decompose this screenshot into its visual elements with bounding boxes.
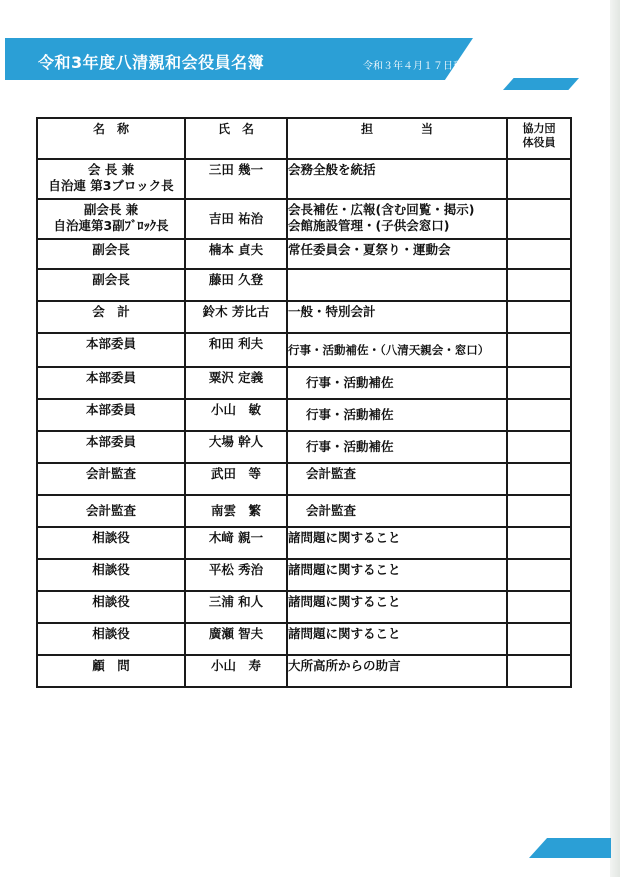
column-header-position: 名 称 [37,118,185,159]
table-row [37,399,571,431]
position-cell: 会計監査 [37,495,185,527]
table-row [37,301,571,333]
position-line: 会 長 兼 [87,162,135,177]
position-cell: 会計監査 [37,463,185,495]
position-line: 副会長 兼 [83,202,139,217]
name-cell: 廣瀬 智夫 [185,623,287,655]
duty-cell: 会計監査 [287,463,507,495]
name-cell: 藤田 久登 [185,269,287,301]
cooperating-group-cell [507,239,571,269]
duty-cell: 常任委員会・夏祭り・運動会 [287,239,507,269]
cooperating-group-cell [507,591,571,623]
table-row [37,199,571,239]
cooperating-group-cell [507,527,571,559]
table-row [37,333,571,367]
document-title: 令和3年度八清親和会役員名簿 [38,53,265,72]
duty-cell [287,199,507,239]
duty-line: 会務全般を統括 [288,162,376,177]
name-cell: 三浦 和人 [185,591,287,623]
name-cell: 鈴木 芳比古 [185,301,287,333]
table-row [37,527,571,559]
table-row [37,655,571,687]
duty-cell: 諸問題に関すること [287,527,507,559]
duty-cell: 諸問題に関すること [287,559,507,591]
table-row [37,239,571,269]
duty-cell: 行事・活動補佐 [287,367,507,399]
column-header-cooperating-group [507,118,571,159]
position-cell: 副会長 [37,269,185,301]
position-cell: 本部委員 [37,367,185,399]
page-edge-shadow [610,0,620,877]
table-header-row [37,118,571,159]
table-row [37,495,571,527]
name-cell: 大場 幹人 [185,431,287,463]
name-cell: 粟沢 定義 [185,367,287,399]
duty-cell: 大所高所からの助言 [287,655,507,687]
table-row [37,431,571,463]
position-cell: 副会長 [37,239,185,269]
position-cell: 相談役 [37,527,185,559]
position-cell [37,199,185,239]
position-cell: 本部委員 [37,431,185,463]
duty-cell: 諸問題に関すること [287,623,507,655]
duty-line: 会館施設管理・(子供会窓口) [288,217,450,233]
cooperating-group-cell [507,431,571,463]
position-cell [37,159,185,199]
position-line: 自治連 第3ブロック長 [48,177,174,193]
name-cell: 平松 秀治 [185,559,287,591]
column-header-line-2: 体役員 [522,136,556,150]
name-cell: 楠本 貞夫 [185,239,287,269]
name-cell: 小山 寿 [185,655,287,687]
name-cell: 和田 利夫 [185,333,287,367]
cooperating-group-cell [507,559,571,591]
duty-cell: 行事・活動補佐 [287,431,507,463]
position-line: 自治連第3副ﾌﾞﾛｯｸ長 [53,217,169,233]
duty-cell: 一般・特別会計 [287,301,507,333]
name-cell: 木﨑 親一 [185,527,287,559]
duty-cell [287,269,507,301]
cooperating-group-cell [507,655,571,687]
duty-cell: 行事・活動補佐・（八清天親会・窓口） [287,333,507,367]
position-cell: 相談役 [37,591,185,623]
as-of-date: 令和３年４月１７日現在 [363,61,473,72]
name-cell: 三田 幾一 [185,159,287,199]
table-row [37,367,571,399]
cooperating-group-cell [507,333,571,367]
cooperating-group-cell [507,301,571,333]
decorative-accent-top [503,78,579,90]
cooperating-group-cell [507,623,571,655]
duty-cell: 会計監査 [287,495,507,527]
position-cell: 相談役 [37,559,185,591]
cooperating-group-cell [507,367,571,399]
position-cell: 本部委員 [37,333,185,367]
name-cell: 南雲 繁 [185,495,287,527]
decorative-accent-bottom [529,838,611,858]
column-header-duty: 担 当 [287,118,507,159]
column-header-name: 氏 名 [185,118,287,159]
table-row [37,269,571,301]
cooperating-group-cell [507,199,571,239]
cooperating-group-cell [507,159,571,199]
position-cell: 相談役 [37,623,185,655]
duty-cell: 諸問題に関すること [287,591,507,623]
name-cell: 小山 敏 [185,399,287,431]
table-row [37,623,571,655]
position-cell: 会 計 [37,301,185,333]
duty-cell: 行事・活動補佐 [287,399,507,431]
cooperating-group-cell [507,269,571,301]
table-row [37,159,571,199]
position-cell: 顧 問 [37,655,185,687]
duty-line: 会長補佐・広報(含む回覧・掲示) [288,202,475,217]
table-row [37,591,571,623]
cooperating-group-cell [507,399,571,431]
name-cell: 武田 等 [185,463,287,495]
cooperating-group-cell [507,463,571,495]
table-row [37,463,571,495]
column-header-line-1: 協力団 [522,122,556,135]
name-cell: 吉田 祐治 [185,199,287,239]
position-cell: 本部委員 [37,399,185,431]
table-row [37,559,571,591]
officer-roster-table [36,117,572,688]
duty-cell [287,159,507,199]
cooperating-group-cell [507,495,571,527]
